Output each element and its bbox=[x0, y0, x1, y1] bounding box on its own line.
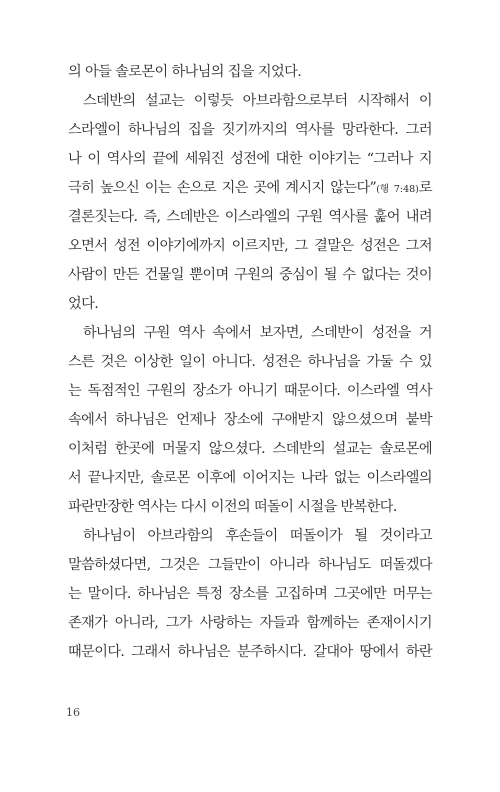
paragraph-4 bbox=[68, 522, 432, 667]
text-line: 하나님의 구원 역사 속에서 보자면, 스데반이 성전을 거 bbox=[83, 325, 432, 341]
paragraph-2 bbox=[68, 87, 432, 319]
text-line-with-reference bbox=[68, 174, 432, 203]
text-line: 사람이 만든 건물일 뿐이며 구원의 중심이 될 수 없다는 것이 bbox=[68, 267, 432, 283]
text-line: 이처럼 한곳에 머물지 않으셨다. 스데반의 설교는 솔로몬에 bbox=[68, 441, 432, 457]
text-line: 오면서 성전 이야기에까지 이르지만, 그 결말은 성전은 그저 bbox=[68, 238, 432, 254]
paragraph-3 bbox=[68, 319, 432, 522]
text-line: 속에서 하나님은 언제나 장소에 구애받지 않으셨으며 붙박 bbox=[68, 412, 432, 428]
text-line: 파란만장한 역사는 다시 이전의 떠돌이 시절을 반복한다. bbox=[68, 499, 397, 515]
text-line: 스데반의 설교는 이렇듯 아브라함으로부터 시작해서 이 bbox=[83, 93, 432, 109]
text-line: 때문이다. 그래서 하나님은 분주하시다. 갈대아 땅에서 하란 bbox=[68, 644, 432, 660]
text-line: 나 이 역사의 끝에 세워진 성전에 대한 이야기는 “그러나 지 bbox=[68, 151, 432, 167]
text-line: 하나님이 아브라함의 후손들이 떠돌이가 될 것이라고 bbox=[83, 528, 432, 544]
text-line: 는 말이다. 하나님은 특정 장소를 고집하며 그곳에만 머무는 bbox=[68, 586, 432, 602]
paragraph-1 bbox=[68, 58, 432, 87]
text-line-segment: 극히 높으신 이는 손으로 지은 곳에 계시지 않는다” bbox=[68, 180, 377, 196]
text-line: 결론짓는다. 즉, 스데반은 이스라엘의 구원 역사를 훑어 내려 bbox=[68, 209, 432, 225]
text-line-suffix: 로 bbox=[418, 180, 432, 196]
text-line: 는 독점적인 구원의 장소가 아니기 때문이다. 이스라엘 역사 bbox=[68, 383, 432, 399]
text-line: 존재가 아니라, 그가 사랑하는 자들과 함께하는 존재이시기 bbox=[68, 615, 432, 631]
text-line: 말씀하셨다면, 그것은 그들만이 아니라 하나님도 떠돌겠다 bbox=[68, 557, 432, 573]
page-number: 16 bbox=[66, 706, 80, 719]
text-line: 서 끝나지만, 솔로몬 이후에 이어지는 나라 없는 이스라엘의 bbox=[68, 470, 432, 486]
text-line: 스라엘이 하나님의 집을 짓기까지의 역사를 망라한다. 그러 bbox=[68, 122, 432, 138]
text-line: 의 아들 솔로몬이 하나님의 집을 지었다. bbox=[68, 64, 302, 80]
text-line: 스른 것은 이상한 일이 아니다. 성전은 하나님을 가둘 수 있 bbox=[68, 354, 432, 370]
page-body bbox=[68, 58, 432, 667]
scripture-reference: (행 7:48) bbox=[376, 184, 419, 195]
text-line: 었다. bbox=[68, 296, 99, 312]
